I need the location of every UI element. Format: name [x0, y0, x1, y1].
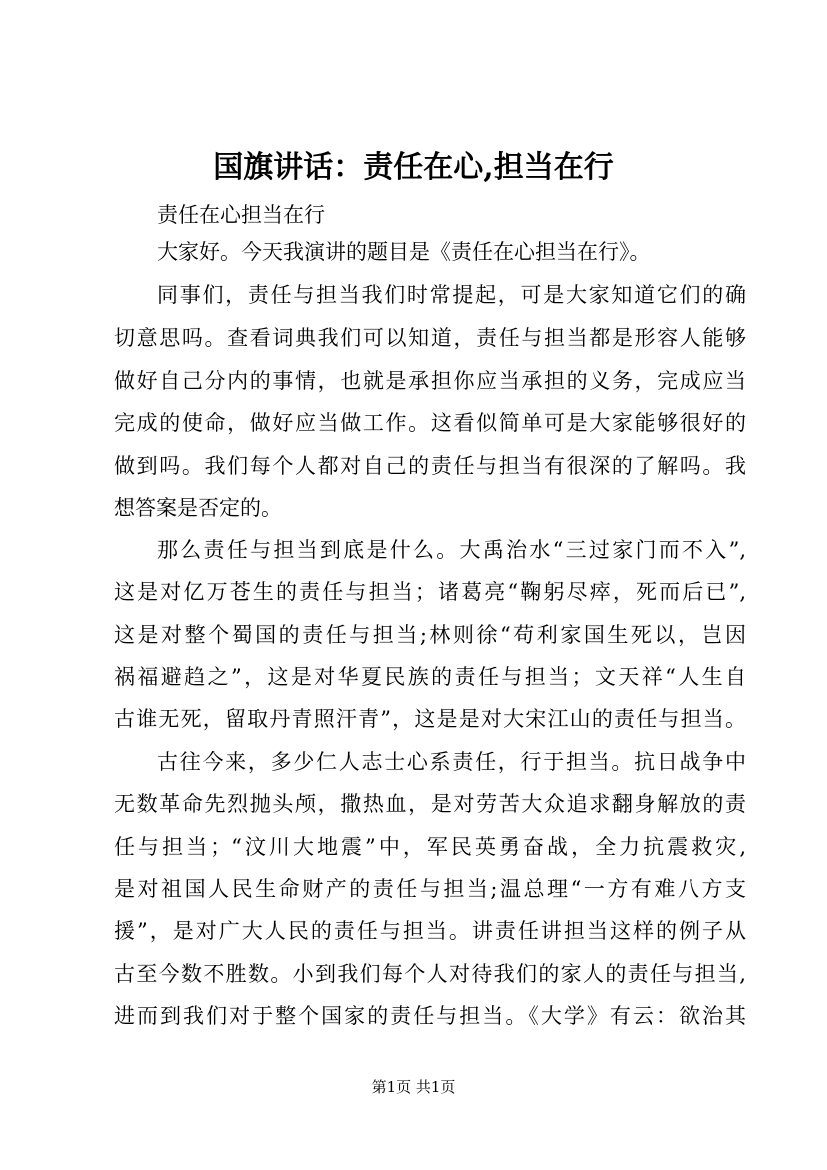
text-line: 切意思吗。查看词典我们可以知道，责任与担当都是形容人能够: [114, 326, 746, 350]
text-line: 同事们，责任与担当我们时常提起，可是大家知道它们的确: [157, 283, 746, 307]
text-line: 想答案是否定的。: [114, 496, 282, 520]
text-line: 古谁无死，留取丹青照汗青”，这是是对大宋江山的责任与担当。: [114, 707, 746, 731]
text-line: 古至今数不胜数。小到我们每个人对待我们的家人的责任与担当,: [114, 962, 746, 986]
text-line: 无数革命先烈抛头颅，撒热血，是对劳苦大众追求翻身解放的责: [114, 792, 746, 816]
text-line: 进而到我们对于整个国家的责任与担当。《大学》有云：欲治其: [114, 1004, 746, 1028]
text-line: 完成的使命，做好应当做工作。这看似简单可是大家能够很好的: [114, 411, 746, 435]
subtitle-line: 责任在心担当在行: [157, 203, 325, 227]
text-line: 这是对亿万苍生的责任与担当；诸葛亮“鞠躬尽瘁，死而后已”,: [114, 580, 746, 604]
text-line: 援”，是对广大人民的责任与担当。讲责任讲担当这样的例子从: [114, 919, 746, 943]
text-line: 那么责任与担当到底是什么。大禹治水“三过家门而不入”,: [157, 538, 746, 562]
text-line: 古往今来，多少仁人志士心系责任，行于担当。抗日战争中: [157, 750, 746, 774]
text-line: 做到吗。我们每个人都对自己的责任与担当有很深的了解吗。我: [114, 454, 746, 478]
text-line: 祸福避趋之”，这是对华夏民族的责任与担当；文天祥“人生自: [114, 665, 746, 689]
document-title: 国旗讲话：责任在心,担当在行: [213, 150, 614, 185]
text-line: 是对祖国人民生命财产的责任与担当;温总理“一方有难八方支: [114, 877, 746, 901]
text-line: 这是对整个蜀国的责任与担当;林则徐“苟利家国生死以，岂因: [114, 623, 746, 647]
text-line: 任与担当；“汶川大地震”中，军民英勇奋战，全力抗震救灾,: [114, 835, 746, 859]
page-number: 第1页 共1页: [371, 1078, 456, 1096]
text-line: 大家好。今天我演讲的题目是《责任在心担当在行》。: [157, 240, 651, 264]
text-line: 做好自己分内的事情，也就是承担你应当承担的义务，完成应当: [114, 369, 746, 393]
